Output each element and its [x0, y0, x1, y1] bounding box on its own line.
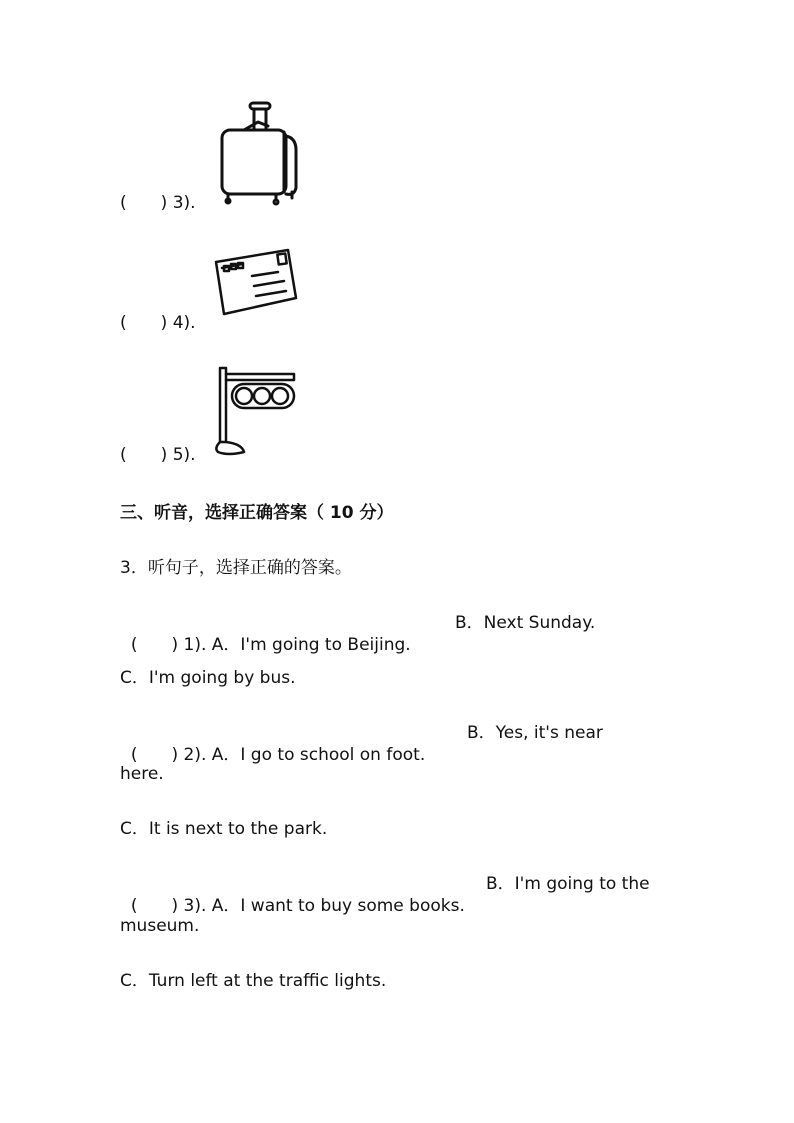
item-number: 3). [172, 193, 196, 213]
picture-item-5 [120, 444, 196, 466]
answer-blank[interactable]: ( ) [130, 896, 179, 916]
postcard-picture [212, 246, 300, 318]
suitcase-icon [214, 100, 300, 208]
question-1-option-c: C．I'm going by bus. [120, 668, 296, 688]
answer-blank[interactable]: ( ) [120, 445, 168, 465]
question-2-option-b-continued: here. [120, 764, 164, 784]
question-number: 2). [183, 745, 207, 765]
option-b: B．I'm going to the [486, 874, 650, 894]
question-2 [120, 722, 680, 788]
option-b: B．Next Sunday. [455, 613, 596, 633]
picture-item-3 [120, 192, 196, 214]
postcard-icon [212, 246, 300, 318]
question-number: 3). [183, 896, 207, 916]
question-3 [120, 873, 680, 939]
item-number: 4). [172, 313, 196, 333]
question-3-option-c: C．Turn left at the traffic lights. [120, 971, 387, 991]
question-number: 1). [183, 635, 207, 655]
section-instruction: 3．听句子，选择正确的答案。 [120, 558, 352, 578]
answer-blank[interactable]: ( ) [130, 635, 179, 655]
picture-item-4 [120, 312, 196, 334]
option-a: A．I want to buy some books. [211, 896, 465, 916]
question-3-option-b-continued: museum. [120, 916, 200, 936]
section-heading: 三、听音，选择正确答案（ 10 分） [120, 503, 394, 523]
traffic-light-picture [212, 364, 298, 458]
traffic-light-icon [212, 364, 298, 458]
answer-blank[interactable]: ( ) [120, 313, 168, 333]
answer-blank[interactable]: ( ) [120, 193, 168, 213]
item-number: 5). [172, 445, 196, 465]
option-b: B．Yes, it's near [467, 723, 603, 743]
suitcase-picture [214, 100, 300, 208]
question-2-option-c: C．It is next to the park. [120, 819, 328, 839]
option-a: A．I go to school on foot. [211, 745, 426, 765]
answer-blank[interactable]: ( ) [130, 745, 179, 765]
option-a: A．I'm going to Beijing. [211, 635, 411, 655]
